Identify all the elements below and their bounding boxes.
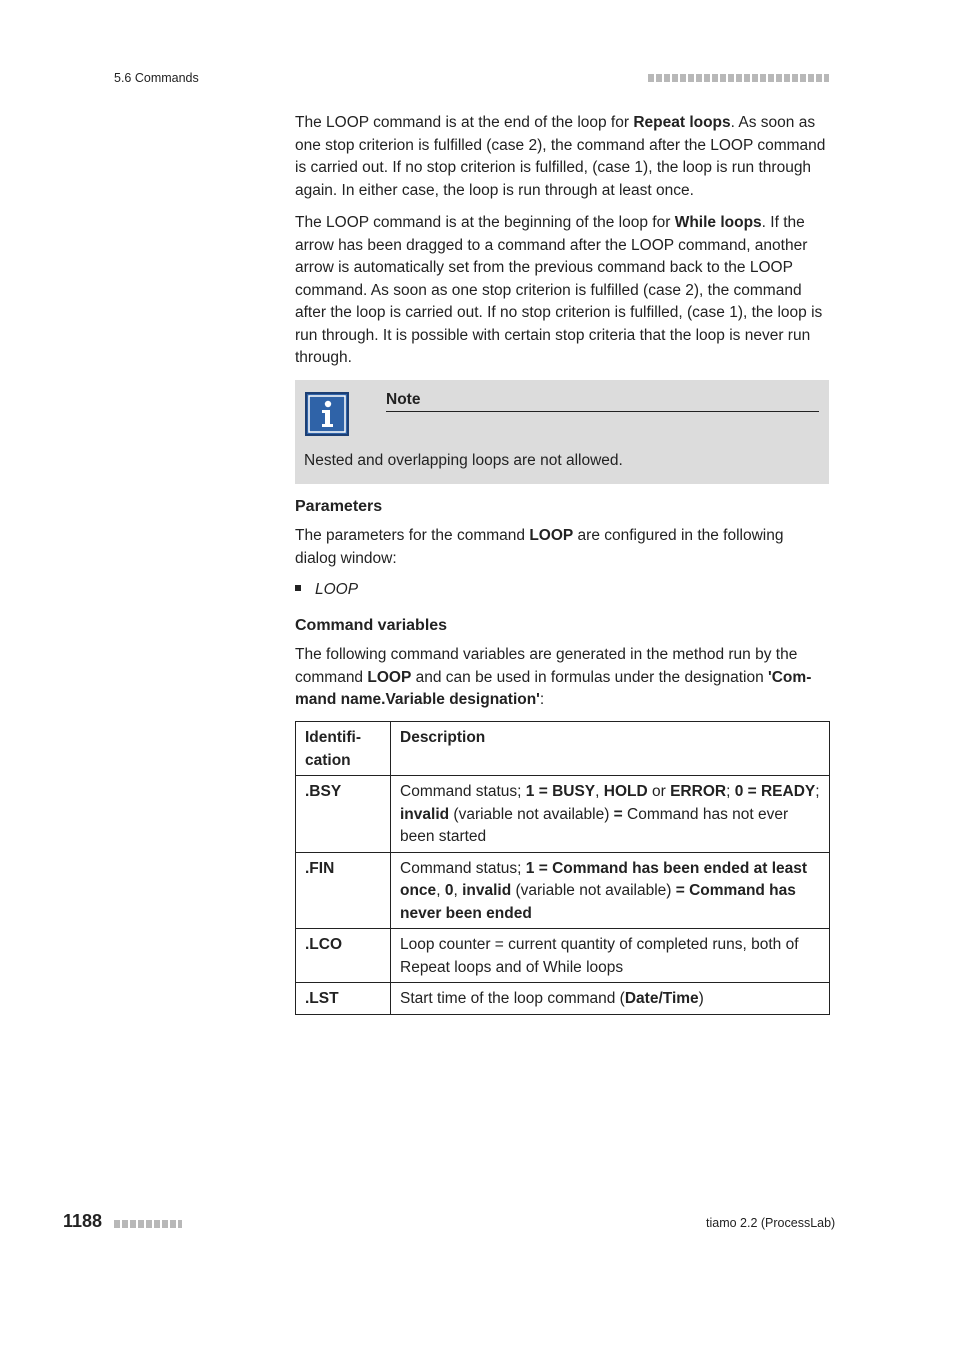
dialog-link: LOOP bbox=[315, 581, 359, 598]
table-row bbox=[296, 929, 830, 983]
command-variables-heading: Command variables bbox=[295, 617, 448, 634]
list-item bbox=[295, 581, 358, 599]
parameters-text: The parameters for the command LOOP are configured in the following dialog window: bbox=[295, 527, 784, 567]
table-header-row bbox=[296, 722, 830, 776]
variable-description: Command status; 1 = Command has been ended at least once, 0, invalid (variable not available) = Command has never been ended bbox=[391, 852, 830, 929]
body-text bbox=[295, 112, 829, 370]
variable-id: .BSY bbox=[296, 776, 391, 853]
table-row bbox=[296, 776, 830, 853]
variable-description: Loop counter = current quantity of completed runs, both of Repeat loops and of While loops bbox=[391, 929, 830, 983]
bullet-icon bbox=[295, 585, 301, 591]
column-header-identification: Identification bbox=[296, 722, 391, 776]
note-title: Note bbox=[386, 389, 819, 412]
table-row bbox=[296, 983, 830, 1015]
column-header-description: Description bbox=[391, 722, 830, 776]
table-row bbox=[296, 852, 830, 929]
parameters-heading: Parameters bbox=[295, 498, 383, 515]
note-text: Nested and overlapping loops are not allowed. bbox=[304, 452, 623, 469]
product-name: tiamo 2.2 (ProcessLab) bbox=[706, 1216, 836, 1230]
variable-description: Start time of the loop command (Date/Time) bbox=[391, 983, 830, 1015]
variable-description: Command status; 1 = BUSY, HOLD or ERROR; 0 = READY; invalid (variable not available) = Command has not ever been started bbox=[391, 776, 830, 853]
header-decoration bbox=[648, 74, 829, 82]
variable-id: .FIN bbox=[296, 852, 391, 929]
note-box bbox=[295, 380, 829, 484]
variables-table bbox=[295, 721, 830, 1015]
footer-decoration bbox=[114, 1220, 182, 1228]
paragraph-while-loops: The LOOP command is at the beginning of the loop for While loops. If the arrow has been dragged to a command after the LOOP command, another arrow is automatically set from the previous command back to the LOOP command. As soon as one stop criterion is fulfilled (case 2), the command after the loop is carried out. If no stop criterion is fulfilled, (case 1), the loop is run through. It is possible with certain stop criteria that the loop is never run through. bbox=[295, 214, 823, 366]
header-section: 5.6 Commands bbox=[114, 71, 199, 85]
variable-id: .LST bbox=[296, 983, 391, 1015]
page-number: 1188 bbox=[63, 1211, 103, 1231]
command-variables-text: The following command variables are generated in the method run by the command LOOP and can be used in formulas under the designation 'Command name.Variable designation': bbox=[295, 646, 812, 708]
info-icon bbox=[305, 392, 349, 436]
paragraph-repeat-loops: The LOOP command is at the end of the loop for Repeat loops. As soon as one stop criterion is fulfilled (case 2), the command after the LOOP command is carried out. If no stop criterion is fulfilled, (case 1), the loop is run through again. In either case, the loop is run through at least once. bbox=[295, 114, 826, 199]
variable-id: .LCO bbox=[296, 929, 391, 983]
